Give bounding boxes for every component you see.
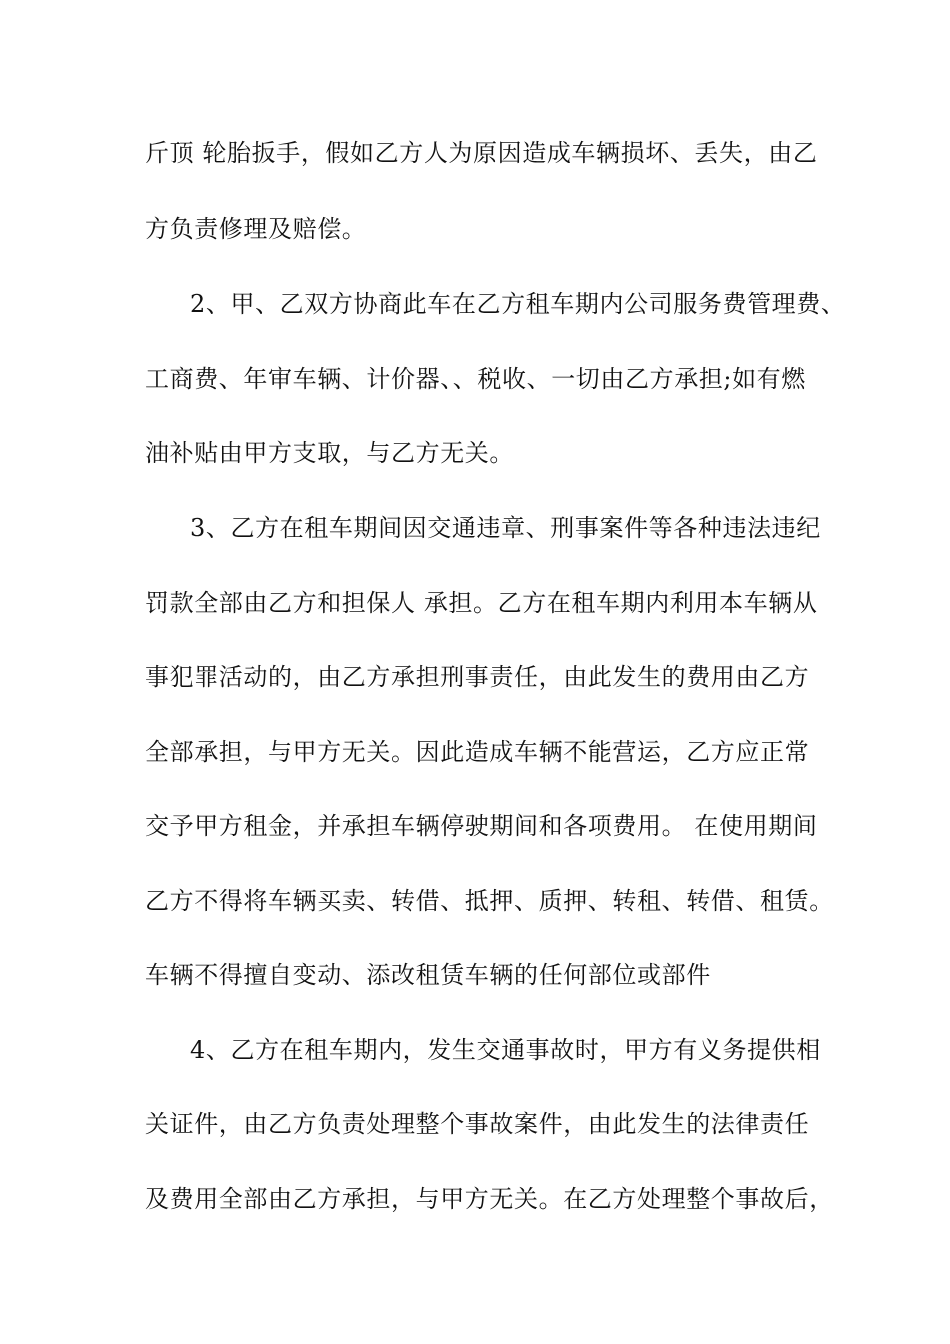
paragraph-3-line-6: 乙方不得将车辆买卖、转借、抵押、质押、转租、转借、租赁。 <box>145 887 834 915</box>
paragraph-2-line-2: 工商费、年审车辆、计价器、、税收、一切由乙方承担;如有燃 <box>145 365 806 393</box>
text-line-1: 斤顶 轮胎扳手，假如乙方人为原因造成车辆损坏、丢失，由乙 <box>145 139 818 167</box>
paragraph-3-line-3: 事犯罪活动的，由乙方承担刑事责任，由此发生的费用由乙方 <box>145 663 810 691</box>
paragraph-3-line-5: 交予甲方租金，并承担车辆停驶期间和各项费用。 在使用期间 <box>145 812 818 840</box>
paragraph-4-line-1: 4、乙方在租车期内，发生交通事故时，甲方有义务提供相 <box>190 1036 821 1064</box>
paragraph-4-line-2: 关证件，由乙方负责处理整个事故案件，由此发生的法律责任 <box>145 1110 810 1138</box>
paragraph-2-line-3: 油补贴由甲方支取，与乙方无关。 <box>145 439 514 467</box>
paragraph-3-line-1: 3、乙方在租车期间因交通违章、刑事案件等各种违法违纪 <box>190 514 821 542</box>
paragraph-4-line-3: 及费用全部由乙方承担，与甲方无关。在乙方处理整个事故后， <box>145 1185 834 1213</box>
paragraph-3-line-7: 车辆不得擅自变动、添改租赁车辆的任何部位或部件 <box>145 961 711 989</box>
paragraph-2-line-1: 2、甲、乙双方协商此车在乙方租车期内公司服务费管理费、 <box>190 290 846 318</box>
paragraph-3-line-2: 罚款全部由乙方和担保人 承担。乙方在租车期内利用本车辆从 <box>145 589 818 617</box>
paragraph-3-line-4: 全部承担，与甲方无关。因此造成车辆不能营运，乙方应正常 <box>145 738 810 766</box>
text-line-2: 方负责修理及赔偿。 <box>145 215 367 243</box>
